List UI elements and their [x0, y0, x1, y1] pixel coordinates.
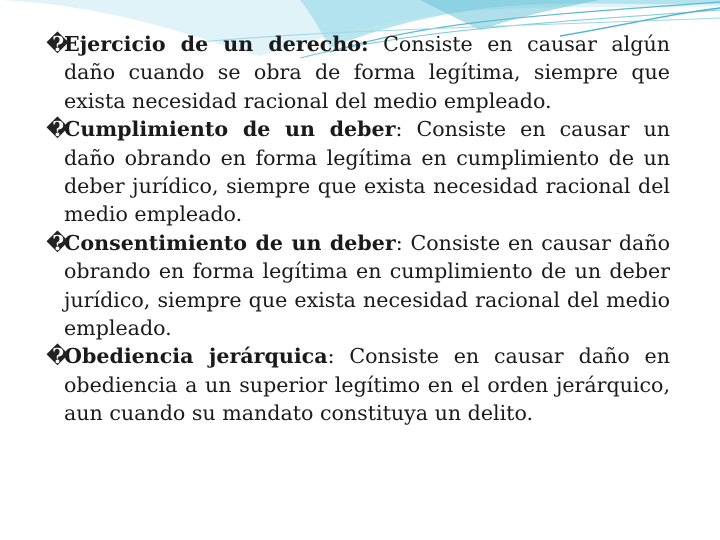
list-item	[46, 115, 670, 229]
bullet-icon: �	[46, 230, 69, 255]
item-term: Cumplimiento de un deber	[64, 117, 396, 142]
bullet-icon: �	[46, 344, 69, 369]
item-term: Ejercicio de un derecho:	[64, 32, 369, 56]
item-text: : Consiste en causar daño obrando en forma legítima en cumplimiento de un deber jurídico, siempre que exista necesidad racional del medio empleado.	[64, 230, 670, 341]
bullet-icon: �	[46, 32, 69, 56]
item-text: : Consiste en causar un daño obrando en forma legítima en cumplimiento de un deber jurídico, siempre que exista necesidad racional del medio empleado.	[64, 117, 670, 227]
list-item	[46, 342, 670, 427]
list-item	[46, 229, 670, 343]
bullet-icon: �	[46, 117, 69, 142]
item-text: : Consiste en causar daño en obediencia a un superior legítimo en el orden jerárquico, aun cuando su mandato constituya un delito.	[64, 344, 670, 426]
item-text: Consiste en causar algún daño cuando se obra de forma legítima, siempre que exista necesidad racional del medio empleado.	[64, 32, 670, 113]
list-item	[46, 30, 670, 115]
item-term: Consentimiento de un deber	[64, 230, 396, 255]
item-term: Obediencia jerárquica	[64, 344, 328, 369]
bullet-list	[46, 30, 670, 428]
